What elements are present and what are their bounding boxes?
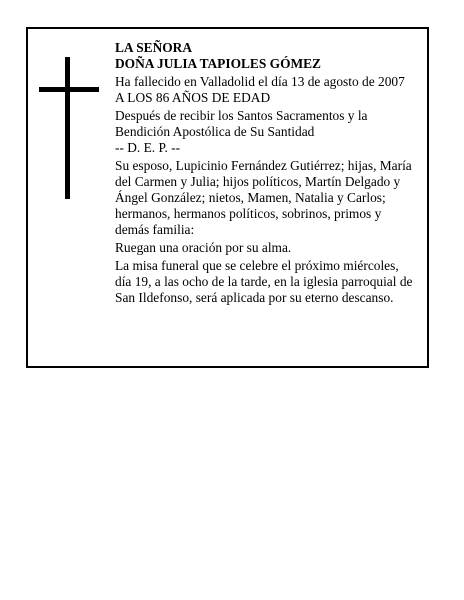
prayer-request: Ruegan una oración por su alma. xyxy=(115,240,292,255)
mass-line: día 19, a las ocho de la tarde, en la iglesia parroquial de xyxy=(115,274,413,289)
mass-line: La misa funeral que se celebre el próximo miércoles, xyxy=(115,258,399,273)
family-line: Ángel González; nietos, Mamen, Natalia y Carlos; xyxy=(115,190,386,205)
deceased-name: DOÑA JULIA TAPIOLES GÓMEZ xyxy=(115,56,321,71)
cross-vertical-bar xyxy=(65,57,70,199)
family-line: Su esposo, Lupicinio Fernández Gutiérrez; hijas, María xyxy=(115,158,412,173)
cross-icon xyxy=(39,57,99,199)
family-paragraph xyxy=(115,158,420,238)
sacraments-line: Bendición Apostólica de Su Santidad xyxy=(115,124,315,139)
sacraments-line: Después de recibir los Santos Sacramentos y la xyxy=(115,108,368,123)
death-place-date: Ha fallecido en Valladolid el día 13 de agosto de 2007 xyxy=(115,74,405,89)
rest-in-peace: -- D. E. P. -- xyxy=(115,140,181,155)
obituary-notice xyxy=(26,27,429,368)
death-announcement xyxy=(115,74,420,106)
age-at-death: A LOS 86 AÑOS DE EDAD xyxy=(115,90,271,105)
family-line: demás familia: xyxy=(115,222,195,237)
mass-line: San Ildefonso, será aplicada por su eterno descanso. xyxy=(115,290,394,305)
mass-paragraph xyxy=(115,258,420,306)
honorific-line: LA SEÑORA xyxy=(115,40,193,55)
family-line: hermanos, hermanos políticos, sobrinos, primos y xyxy=(115,206,382,221)
cross-horizontal-bar xyxy=(39,87,99,92)
family-line: del Carmen y Julia; hijos políticos, Martín Delgado y xyxy=(115,174,401,189)
sacraments-paragraph xyxy=(115,108,420,140)
notice-text xyxy=(115,40,420,306)
